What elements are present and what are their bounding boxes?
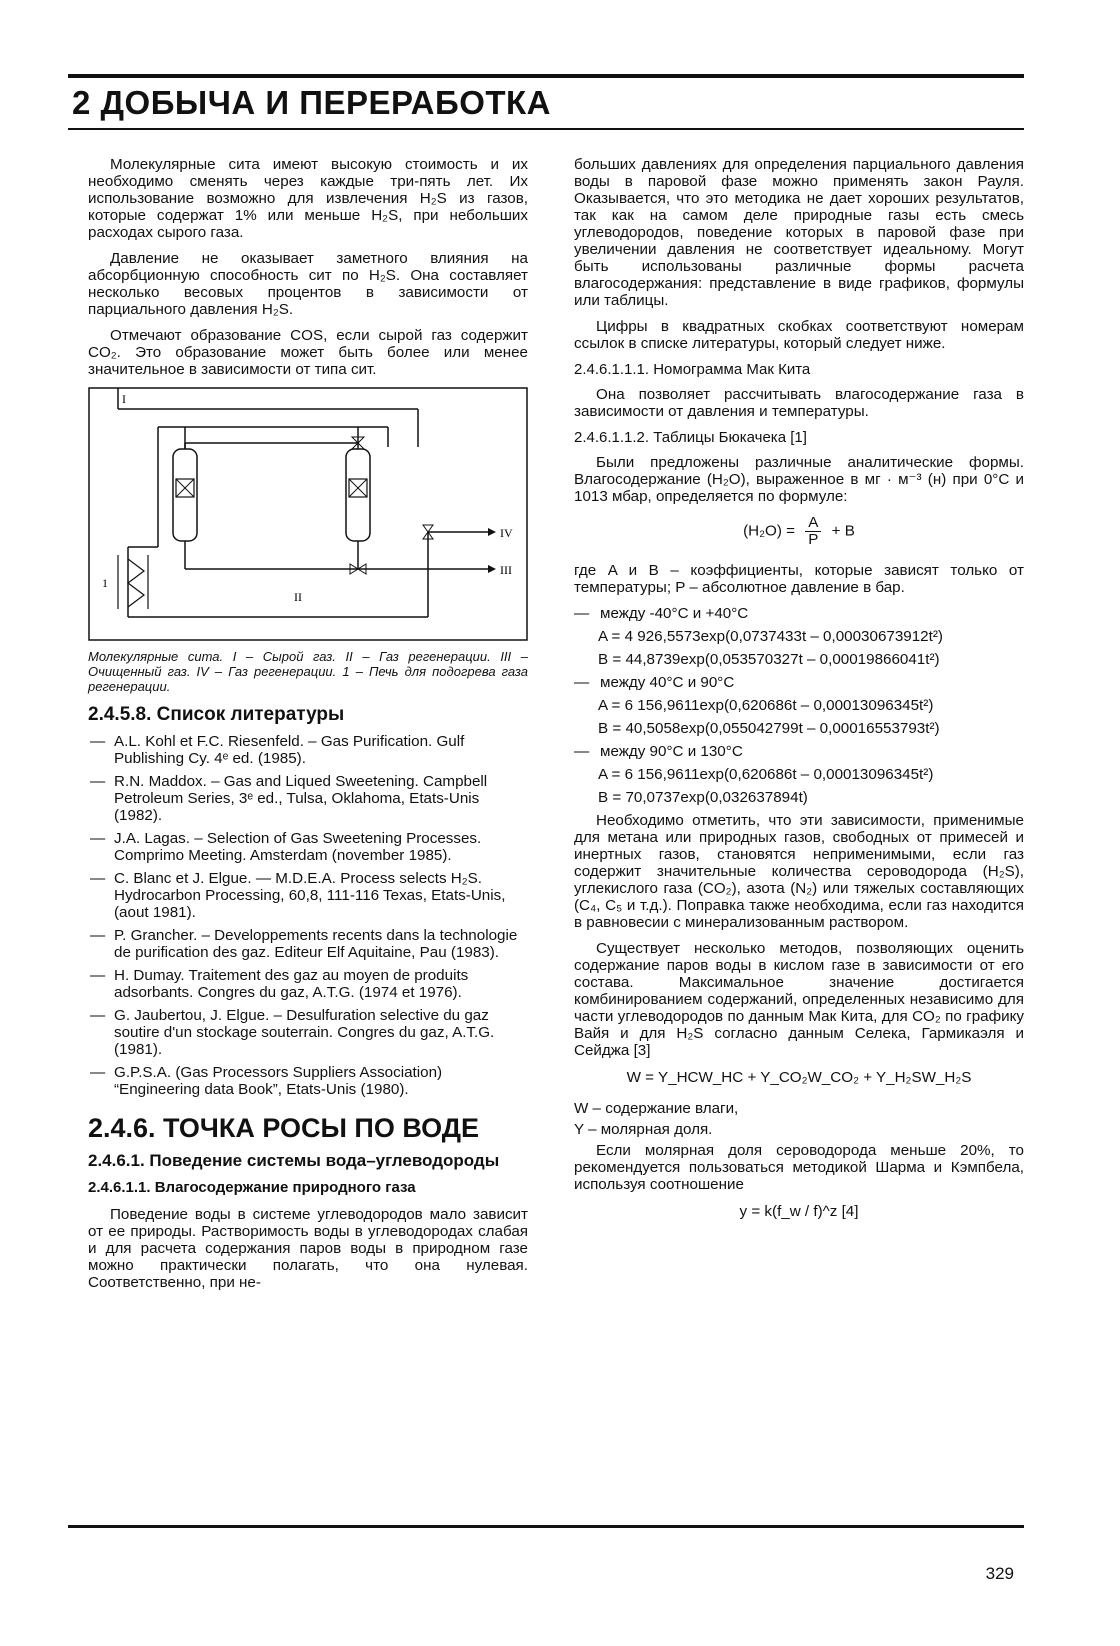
label-ii: II (294, 590, 302, 604)
temperature-range: — между 90°C и 130°C (574, 743, 1024, 760)
header-rule (68, 74, 1024, 78)
molecular-sieve-diagram (88, 387, 528, 641)
temperature-range: — между 40°C и 90°C (574, 674, 1024, 691)
reference-item: — A.L. Kohl et F.C. Riesenfeld. – Gas Purification. Gulf Publishing Cy. 4ᵉ ed. (1985). (88, 733, 528, 767)
reference-item: — R.N. Maddox. – Gas and Liqued Sweetening. Campbell Petroleum Series, 3ᵉ ed., Tulsa, Oklahoma, Etats-Unis (1982). (88, 773, 528, 824)
reference-item: — G. Jaubertou, J. Elgue. – Desulfuration selective du gaz soutire d'un stockage souterrain. Congres du gaz, A.T.G. (1981). (88, 1007, 528, 1058)
reference-item: — P. Grancher. – Developpements recents dans la technologie de purification des gaz. Editeur Elf Aquitaine, Pau (1983). (88, 927, 528, 961)
formula-denominator: P (808, 531, 819, 548)
sharma-campbell-formula: y = k(f_w / f)^z [4] (739, 1203, 859, 1220)
process-flow-diagram (88, 387, 528, 641)
reference-item: — J.A. Lagas. – Selection of Gas Sweetening Processes. Comprimo Meeting. Amsterdam (november 1985). (88, 830, 528, 864)
paragraph: Были предложены различные аналитические формы. Влагосодержание (H₂O), выраженное в мг · м⁻³ (н) при 0°С и 1013 мбар, определяется по формуле: (574, 454, 1024, 505)
paragraph: Давление не оказывает заметного влияния на абсорбционную способность сит по H₂S. Она составляет несколько весовых процентов в зависимости от парциального давления H₂S. (88, 250, 528, 318)
temperature-range: — между -40°C и +40°C (574, 605, 1024, 622)
right-column (574, 156, 1024, 1234)
definition: Y – молярная доля. (574, 1121, 713, 1138)
formula-line: A = 4 926,5573exp(0,0737433t – 0,00030673912t²) (598, 628, 943, 645)
paragraph: Существует несколько методов, позволяющих оценить содержание паров воды в кислом газе в зависимости от его состава. Максимальное значение достигается комбинированием содержаний, определенных независимо для части углеводородов по данным Мак Кита, для CO₂ по графику Вайя и для H₂S согласно данным Селека, Гармикаэля и Сейджа [3] (574, 940, 1024, 1059)
label-iv: IV (500, 526, 513, 540)
references-heading: 2.4.5.8. Список литературы (88, 704, 345, 725)
subsection-heading: 2.4.6.1. Поведение системы вода–углеводороды (88, 1151, 500, 1170)
formula-lhs: (H₂O) = (743, 522, 796, 540)
paragraph: Она позволяет рассчитывать влагосодержание газа в зависимости от давления и температуры. (574, 386, 1024, 420)
subheading-bukacek: 2.4.6.1.1.2. Таблицы Бюкачека [1] (574, 429, 807, 446)
formula-line: B = 70,0737exp(0,032637894t) (598, 789, 808, 806)
water-content-formula (574, 515, 1024, 548)
reference-item: — H. Dumay. Traitement des gaz au moyen de produits adsorbants. Congres du gaz, A.T.G. (1974 et 1976). (88, 967, 528, 1001)
definition: W – содержание влаги, (574, 1100, 739, 1117)
label-iii: III (500, 563, 512, 577)
paragraph: Цифры в квадратных скобках соответствуют номерам ссылок в списке литературы, который следует ниже. (574, 318, 1024, 352)
label-1: 1 (102, 576, 108, 590)
formula-numerator: A (805, 515, 821, 532)
header-underline (68, 128, 1024, 130)
paragraph: Поведение воды в системе углеводородов мало зависит от ее природы. Растворимость воды в углеводородах слабая и для расчета содержания паров воды в природном газе можно практически полагать, что она нулевая. Соответственно, при не- (88, 1206, 528, 1291)
chapter-title: 2 ДОБЫЧА И ПЕРЕРАБОТКА (72, 84, 552, 121)
reference-item: — C. Blanc et J. Elgue. — M.D.E.A. Process selects H₂S. Hydrocarbon Processing, 60,8, 111-116 Texas, Etats-Unis, (aout 1981). (88, 870, 528, 921)
page-number: 329 (985, 1564, 1014, 1583)
formula-rhs: + B (831, 522, 855, 540)
figure-caption: Молекулярные сита. I – Сырой газ. II – Газ регенерации. III – Очищенный газ. IV – Газ регенерации. 1 – Печь для подогрева газа регенерации. (88, 649, 528, 694)
formula-line: A = 6 156,9611exp(0,620686t – 0,00013096345t²) (598, 766, 934, 783)
reference-item: — G.P.S.A. (Gas Processors Suppliers Association) “Engineering data Book”, Etats-Unis (1980). (88, 1064, 528, 1098)
paragraph: Молекулярные сита имеют высокую стоимость и их необходимо сменять через каждые три-пять лет. Их использование возможно для извлечения H₂S из газов, которые содержат 1% или меньше H₂S, при небольших расходах сырого газа. (88, 156, 528, 241)
formula-line: A = 6 156,9611exp(0,620686t – 0,00013096345t²) (598, 697, 934, 714)
formula-line: B = 44,8739exp(0,053570327t – 0,00019866041t²) (598, 651, 940, 668)
subsubsection-heading: 2.4.6.1.1. Влагосодержание природного газа (88, 1179, 416, 1196)
footer-rule (68, 1525, 1024, 1528)
paragraph: Если молярная доля сероводорода меньше 20%, то рекомендуется пользоваться методикой Шарма и Кэмпбела, используя соотношение (574, 1142, 1024, 1193)
references-list (88, 733, 528, 1098)
label-i: I (122, 392, 126, 406)
paragraph: Отмечают образование COS, если сырой газ содержит CO₂. Это образование может быть более или менее значительное в зависимости от типа сит. (88, 327, 528, 378)
subheading-mckit: 2.4.6.1.1.1. Номограмма Мак Кита (574, 361, 811, 378)
formula-line: B = 40,5058exp(0,055042799t – 0,00016553793t²) (598, 720, 940, 737)
section-heading: 2.4.6. ТОЧКА РОСЫ ПО ВОДЕ (88, 1113, 480, 1143)
acid-gas-water-formula: W = Y_HCW_HC + Y_CO₂W_CO₂ + Y_H₂SW_H₂S (626, 1069, 972, 1086)
formula-fraction (805, 515, 821, 548)
paragraph: где A и B – коэффициенты, которые зависят только от температуры; P – абсолютное давление в бар. (574, 562, 1024, 596)
paragraph: больших давлениях для определения парциального давления воды в паровой фазе можно применять закон Рауля. Оказывается, что это методика не дает хороших результатов, так как на самом деле природные газы есть смесь углеводородов, поведение которых в паровой фазе при увеличении давления не соответствует идеальному. Могут быть использованы различные формы расчета влагосодержания: представление в виде графиков, формулы или таблицы. (574, 156, 1024, 309)
paragraph: Необходимо отметить, что эти зависимости, применимые для метана или природных газов, свободных от примесей и инертных газов, становятся неприменимыми, если газ содержит значительные количества сероводорода (H₂S), углекислого газа (CO₂), азота (N₂) или тяжелых составляющих (C₄, C₅ и т.д.). Поправка также необходима, если газ находится в равновесии с минерализованным раствором. (574, 812, 1024, 931)
left-column (88, 156, 528, 1300)
